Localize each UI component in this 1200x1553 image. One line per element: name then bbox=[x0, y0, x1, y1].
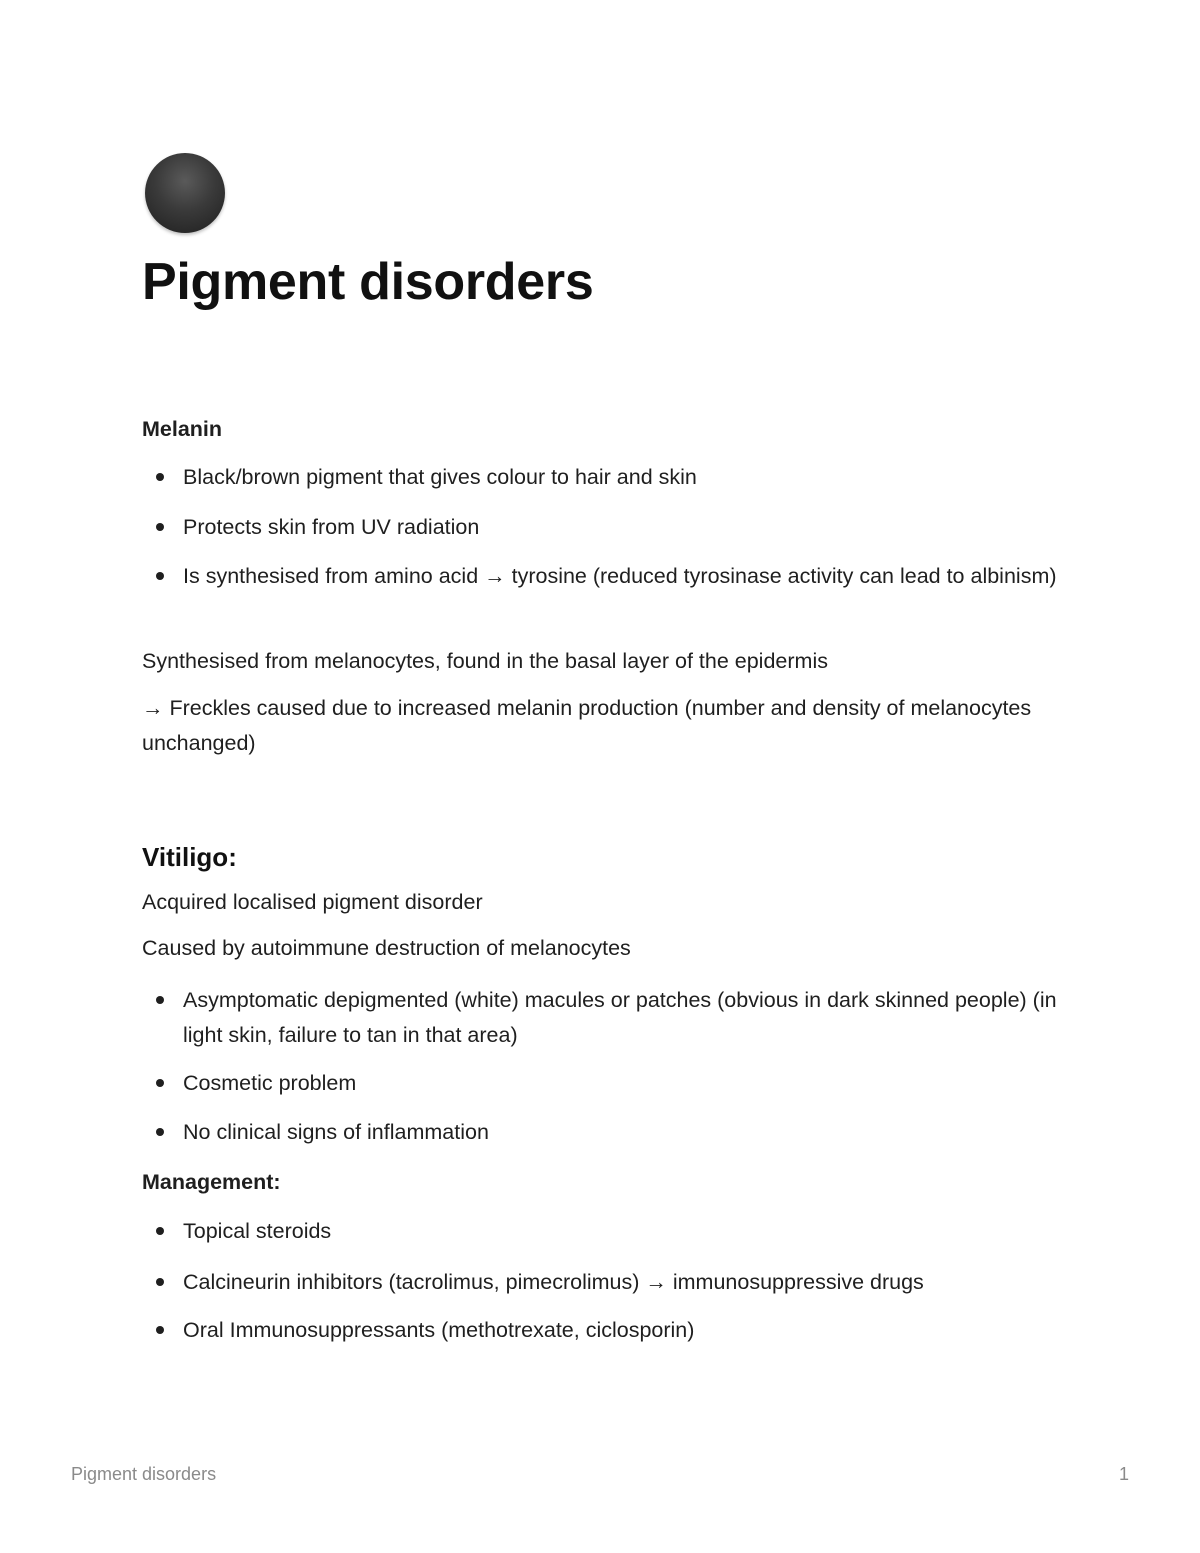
list-item: Black/brown pigment that gives colour to hair and skin bbox=[183, 460, 1063, 495]
list-item: Cosmetic problem bbox=[183, 1066, 1063, 1101]
page-number: 1 bbox=[1118, 1464, 1129, 1484]
page-title: Pigment disorders bbox=[142, 253, 594, 311]
list-item: Is synthesised from amino acid → tyrosine (reduced tyrosinase activity can lead to albinism) bbox=[183, 559, 1063, 594]
list-item: No clinical signs of inflammation bbox=[183, 1115, 1063, 1150]
list-item: Asymptomatic depigmented (white) macules or patches (obvious in dark skinned people) (in light skin, failure to tan in that area) bbox=[183, 983, 1063, 1053]
paragraph: Caused by autoimmune destruction of melanocytes bbox=[142, 936, 631, 960]
footer-title: Pigment disorders bbox=[71, 1464, 217, 1484]
list-item: Oral Immunosuppressants (methotrexate, ciclosporin) bbox=[183, 1313, 1063, 1348]
paragraph: Synthesised from melanocytes, found in the basal layer of the epidermis bbox=[142, 649, 828, 673]
vitiligo-heading: Vitiligo: bbox=[142, 842, 237, 872]
paragraph: → Freckles caused due to increased melanin production (number and density of melanocytes unchanged) bbox=[142, 696, 1032, 755]
list-item: Calcineurin inhibitors (tacrolimus, pimecrolimus) → immunosuppressive drugs bbox=[183, 1265, 1063, 1300]
melanin-heading: Melanin bbox=[142, 417, 223, 441]
list-item: Protects skin from UV radiation bbox=[183, 510, 1063, 545]
management-heading: Management: bbox=[142, 1170, 281, 1194]
list-item: Topical steroids bbox=[183, 1214, 1063, 1249]
page-icon bbox=[145, 153, 225, 233]
paragraph: Acquired localised pigment disorder bbox=[142, 890, 483, 914]
